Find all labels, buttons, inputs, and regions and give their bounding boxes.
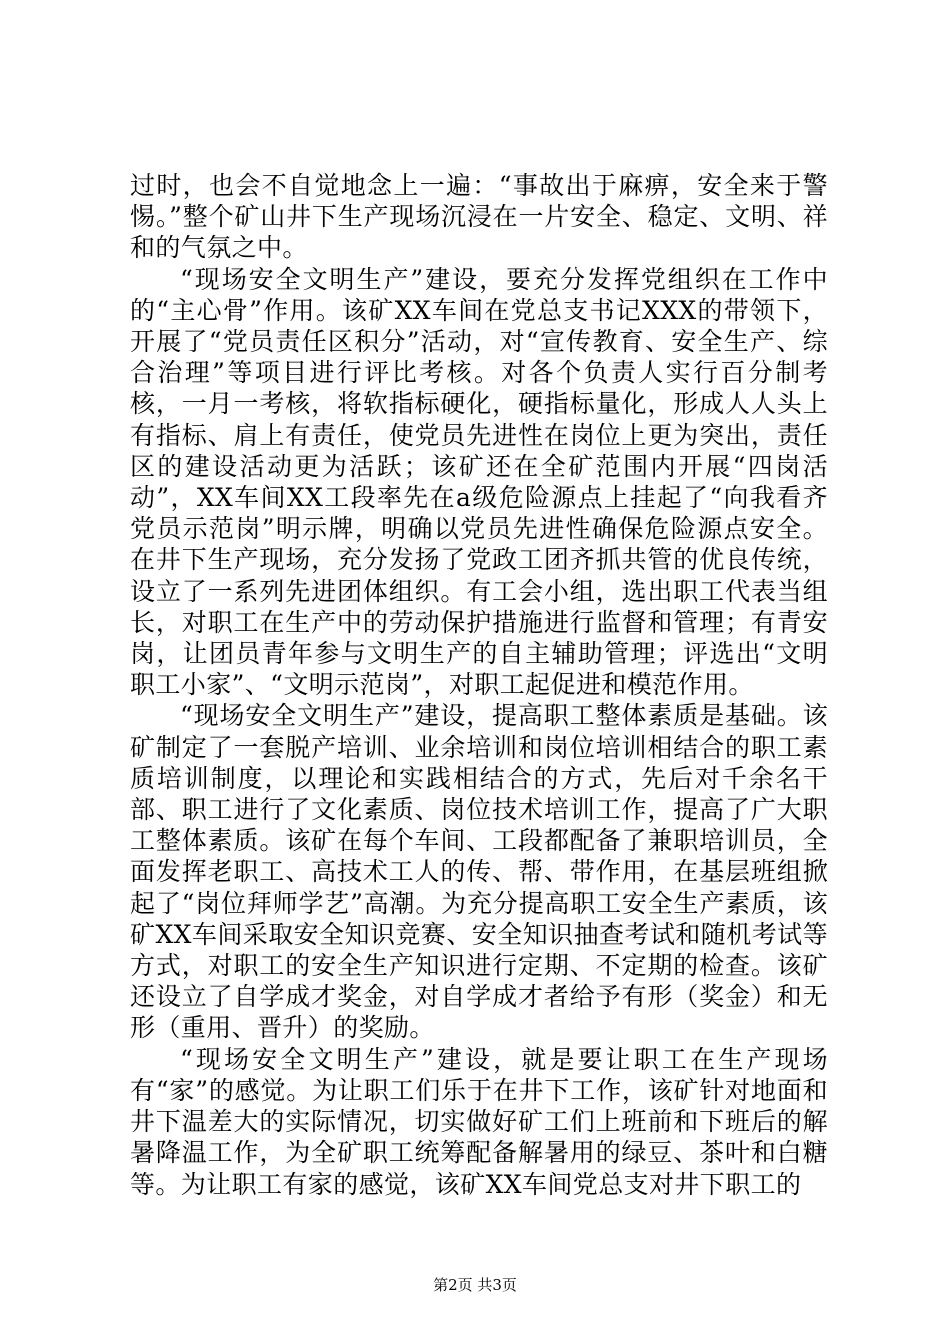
paragraph-party-organization: “现场安全文明生产”建设，要充分发挥党组织在工作中的“主心骨”作用。该矿XX车间在党总支书记XXX的带领下，开展了“党员责任区积分”活动，对“宣传教育、安全生产、综合治理”等项目进行评比考核。对各个负责人实行百分制考核，一月一考核，将软指标硬化，硬指标量化，形成人人头上有指标、肩上有责任，使党员先进性在岗位上更为突出，责任区的建设活动更为活跃；该矿还在全矿范围内开展“四岗活动”，XX车间XX工段率先在a级危险源点上挂起了“向我看齐党员示范岗”明示牌，明确以党员先进性确保危险源点安全。在井下生产现场，充分发扬了党政工团齐抓共管的优良传统，设立了一系列先进团体组织。有工会小组，选出职工代表当组长，对职工在生产中的劳动保护措施进行监督和管理；有青安岗，让团员青年参与文明生产的自主辅助管理；评选出“文明职工小家”、“文明示范岗”，对职工起促进和模范作用。: [130, 264, 828, 700]
paragraph-staff-training: “现场安全文明生产”建设，提高职工整体素质是基础。该矿制定了一套脱产培训、业余培训和岗位培训相结合的职工素质培训制度，以理论和实践相结合的方式，先后对千余名干部、职工进行了文化素质、岗位技术培训工作，提高了广大职工整体素质。该矿在每个车间、工段都配备了兼职培训员，全面发挥老职工、高技术工人的传、帮、带作用，在基层班组掀起了“岗位拜师学艺”高潮。为充分提高职工安全生产素质，该矿XX车间采取安全知识竞赛、安全知识抽查考试和随机考试等方式，对职工的安全生产知识进行定期、不定期的检查。该矿还设立了自学成才奖金，对自学成才者给予有形（奖金）和无形（重用、晋升）的奖励。: [130, 701, 828, 1043]
paragraph-home-feeling: “现场安全文明生产”建设，就是要让职工在生产现场有“家”的感觉。为让职工们乐于在井下工作，该矿针对地面和井下温差大的实际情况，切实做好矿工们上班前和下班后的解暑降温工作，为全矿职工统筹配备解暑用的绿豆、茶叶和白糖等。为让职工有家的感觉，该矿XX车间党总支对井下职工的: [130, 1044, 828, 1199]
page-number-footer: 第2页 共3页: [433, 1276, 517, 1294]
document-body: [130, 170, 828, 1200]
paragraph-continued: 过时，也会不自觉地念上一遍：“事故出于麻痹，安全来于警惕。”整个矿山井下生产现场沉浸在一片安全、稳定、文明、祥和的气氛之中。: [130, 171, 828, 263]
